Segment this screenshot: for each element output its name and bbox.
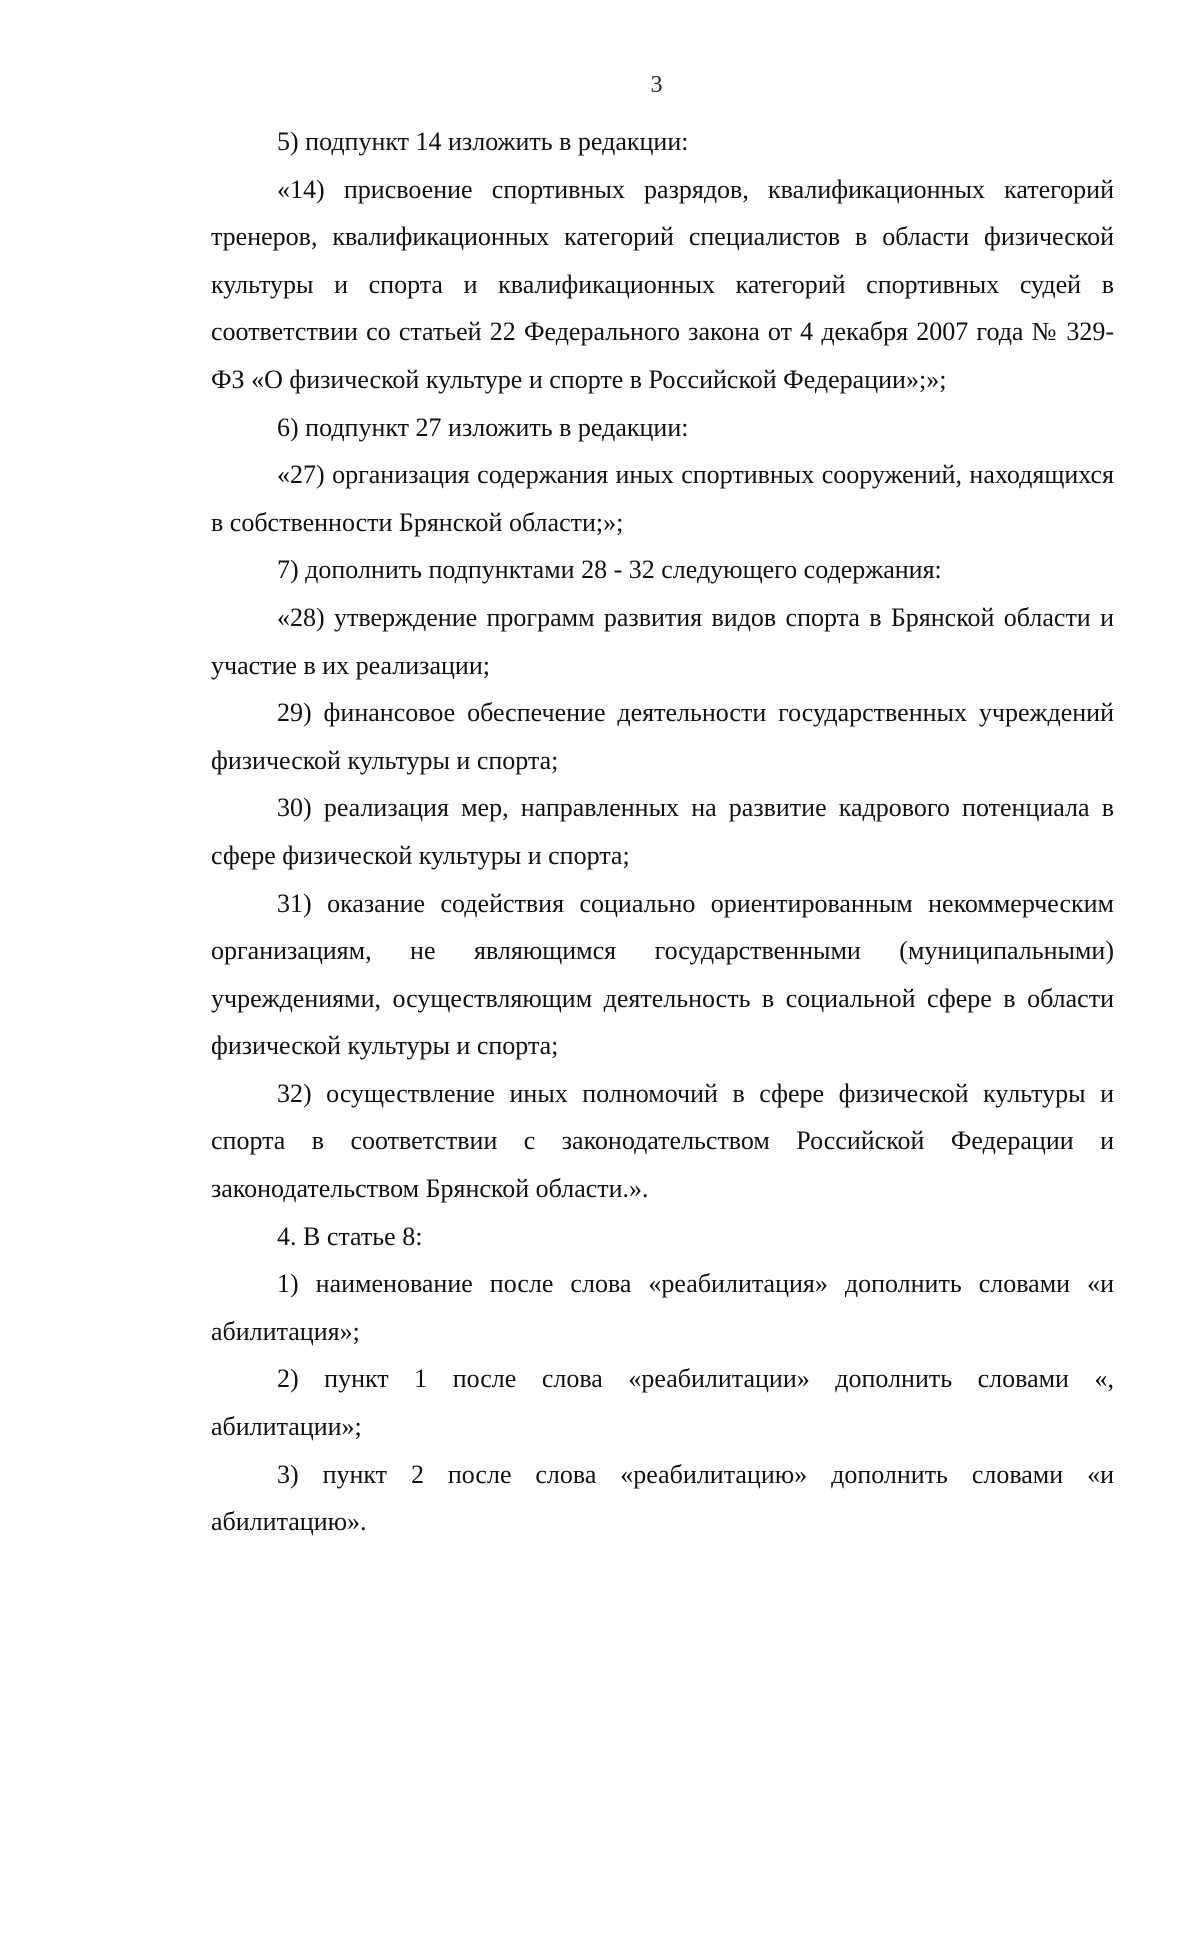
paragraph-item-14-text: «14) присвоение спортивных разрядов, квалификационных категорий тренеров, квалификационных категорий специалистов в области физической культуры и спорта и квалификационных категорий спортивных судей в соответствии со статьей 22 Федерального закона от 4 декабря 2007 года № 329-ФЗ «О физической культуре и спорте в Российской Федерации»;»; xyxy=(211,174,1114,394)
paragraph-article-8-item-2: 2) пункт 1 после слова «реабилитации» дополнить словами «, абилитации»; xyxy=(211,1364,1114,1442)
paragraph-subitem-6: 6) подпункт 27 изложить в редакции: xyxy=(277,412,689,442)
paragraph-subitem-7: 7) дополнить подпунктами 28 - 32 следующего содержания: xyxy=(277,555,942,585)
paragraph-article-8-item-3: 3) пункт 2 после слова «реабилитацию» дополнить словами «и абилитацию». xyxy=(211,1459,1114,1537)
paragraph-article-8-item-1: 1) наименование после слова «реабилитация» дополнить словами «и абилитация»; xyxy=(211,1269,1114,1346)
paragraph-item-30-text: 30) реализация мер, направленных на развитие кадрового потенциала в сфере физической культуры и спорта; xyxy=(211,793,1114,870)
paragraph-item-28-text: «28) утверждение программ развития видов спорта в Брянской области и участие в их реализации; xyxy=(211,602,1114,680)
document-body xyxy=(211,118,1114,1546)
paragraph-item-31-text: 31) оказание содействия социально ориентированным некоммерческим организациям, не являющимся государственными (муниципальными) учреждениями, осуществляющим деятельность в социальной сфере в области физической культуры и спорта; xyxy=(211,888,1114,1061)
page-number: 3 xyxy=(650,72,663,98)
paragraph-item-29-text: 29) финансовое обеспечение деятельности государственных учреждений физической культуры и спорта; xyxy=(211,698,1114,775)
paragraph-item-27-text: «27) организация содержания иных спортивных сооружений, находящихся в собственности Брянской области;»; xyxy=(211,460,1114,537)
paragraph-article-8-heading: 4. В статье 8: xyxy=(277,1221,423,1251)
paragraph-subitem-5: 5) подпункт 14 изложить в редакции: xyxy=(277,127,689,156)
paragraph-item-32-text: 32) осуществление иных полномочий в сфере физической культуры и спорта в соответствии с законодательством Российской Федерации и законодательством Брянской области.». xyxy=(211,1078,1114,1204)
